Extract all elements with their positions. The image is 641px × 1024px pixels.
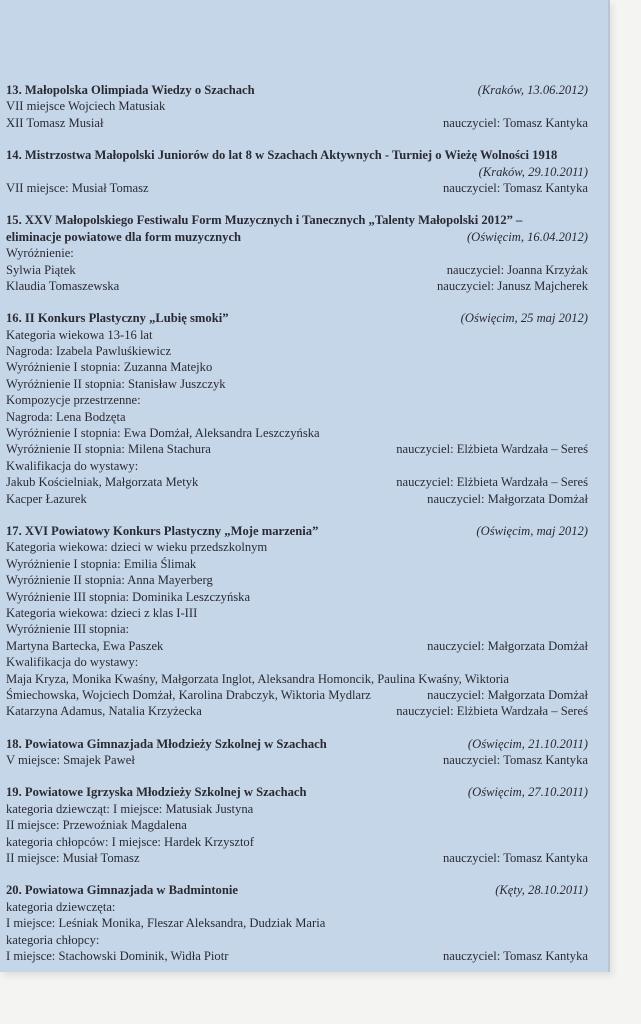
entry-place-date: (Kęty, 28.10.2011) [495,883,588,898]
award-result: Wyróżnienie III stopnia: [6,622,130,637]
entry-place-date: (Oświęcim, 21.10.2011) [467,736,588,751]
awards-list [6,82,588,980]
entry-detail-line [6,654,588,670]
award-result: kategoria dziewczęta: [6,899,116,914]
award-result: Kategoria wiekowa: dzieci w wieku przedszkolnym [6,540,268,555]
teacher-name: nauczyciel: Tomasz Kantyka [442,180,588,195]
entry-title: 16. II Konkurs Plastyczny „Lubię smoki” [6,311,229,326]
entry-title-line [6,310,588,326]
award-result: kategoria chłopców: I miejsce: Hardek Krzysztof [6,834,254,849]
award-result: Maja Kryza, Monika Kwaśny, Małgorzata Inglot, Aleksandra Homoncik, Paulina Kwaśny, Wiktoria [6,671,510,686]
entry-title-line [6,212,588,228]
award-result: Jakub Kościelniak, Małgorzata Metyk [6,475,199,490]
award-result: Nagroda: Lena Bodzęta [6,409,126,424]
teacher-name: nauczyciel: Janusz Majcherek [436,278,588,293]
award-result: Wyróżnienie II stopnia: Milena Stachura [6,442,211,457]
award-entry [6,310,588,507]
entry-title: 15. XXV Małopolskiego Festiwalu Form Muzycznych i Tanecznych „Talenty Małopolski 2012” – [6,213,523,228]
entry-detail-line [6,801,588,817]
award-result: I miejsce: Leśniak Monika, Fleszar Aleksandra, Dudziak Maria [6,916,326,931]
entry-detail-line [6,948,588,964]
teacher-name: nauczyciel: Joanna Krzyżak [446,262,588,277]
entry-detail-line [6,392,588,408]
award-result: II miejsce: Przewoźniak Magdalena [6,818,187,833]
entry-detail-line [6,687,588,703]
entry-place-date: (Oświęcim, 27.10.2011) [467,785,588,800]
entry-title: 19. Powiatowe Igrzyska Młodzieży Szkolnej w Szachach [6,785,307,800]
award-result: Kacper Łazurek [6,491,87,506]
teacher-name: nauczyciel: Tomasz Kantyka [442,851,588,866]
entry-detail-line [6,589,588,605]
entry-title-line [6,82,588,98]
entry-detail-line [6,638,588,654]
award-result: kategoria chłopcy: [6,932,100,947]
award-result: V miejsce: Smajek Paweł [6,753,135,768]
entry-place-date: (Oświęcim, 16.04.2012) [466,229,588,244]
entry-detail-line [6,817,588,833]
award-entry [6,82,588,131]
entry-detail-line [6,572,588,588]
award-entry [6,147,588,196]
entry-title-line [6,523,588,539]
award-result: Kompozycje przestrzenne: [6,393,141,408]
entry-title-line [6,784,588,800]
entry-detail-line [6,932,588,948]
award-result: Nagroda: Izabela Pawluśkiewicz [6,344,172,359]
award-result: Wyróżnienie: [6,246,74,261]
entry-title: 18. Powiatowa Gimnazjada Młodzieży Szkolnej w Szachach [6,736,327,751]
entry-detail-line [6,915,588,931]
entry-title-line [6,882,588,898]
award-result: Wyróżnienie II stopnia: Stanisław Juszczyk [6,376,226,391]
teacher-name: nauczyciel: Elżbieta Wardzała – Sereś [396,475,588,490]
entry-title: 13. Małopolska Olimpiada Wiedzy o Szachach [6,83,255,97]
award-result: Kategoria wiekowa 13-16 lat [6,327,153,342]
entry-detail-line [6,343,588,359]
entry-detail-line [6,180,588,196]
entry-title-line [6,147,588,163]
entry-title-line [6,229,588,245]
entry-detail-line [6,834,588,850]
award-result: II miejsce: Musiał Tomasz [6,851,140,866]
award-result: Klaudia Tomaszewska [6,278,120,293]
award-result: Wyróżnienie I stopnia: Emilia Ślimak [6,556,197,571]
entry-place-date: (Kraków, 29.10.2011) [478,164,588,179]
entry-detail-line [6,850,588,866]
entry-place-date: (Oświęcim, 25 maj 2012) [460,311,588,326]
entry-detail-line [6,441,588,457]
award-result: Kwalifikacja do wystawy: [6,458,139,473]
entry-detail-line [6,899,588,915]
entry-title: 20. Powiatowa Gimnazjada w Badmintonie [6,883,238,898]
entry-detail-line [6,703,588,719]
teacher-name: nauczyciel: Małgorzata Domżał [427,687,588,702]
entry-detail-line [6,327,588,343]
teacher-name: nauczyciel: Tomasz Kantyka [442,948,588,963]
entry-detail-line [6,359,588,375]
award-result: Kwalifikacja do wystawy: [6,655,139,670]
award-result: Wyróżnienie II stopnia: Anna Mayerberg [6,573,213,588]
entry-detail-line [6,605,588,621]
teacher-name: nauczyciel: Tomasz Kantyka [442,115,588,130]
entry-title-continuation: eliminacje powiatowe dla form muzycznych [6,229,242,244]
award-entry [6,784,588,866]
award-entry [6,212,588,294]
award-result: Katarzyna Adamus, Natalia Krzyżecka [6,704,202,719]
entry-detail-line [6,474,588,490]
award-result: Sylwia Piątek [6,262,76,277]
entry-title: 17. XVI Powiatowy Konkurs Plastyczny „Moje marzenia” [6,523,319,538]
award-entry [6,882,588,964]
entry-detail-line [6,491,588,507]
award-result: Śmiechowska, Wojciech Domżał, Karolina Drabczyk, Wiktoria Mydlarz [6,687,371,702]
entry-title: 14. Mistrzostwa Małopolski Juniorów do lat 8 w Szachach Aktywnych - Turniej o Wieżę Wolności 1918 [6,148,558,163]
teacher-name: nauczyciel: Tomasz Kantyka [442,753,588,768]
entry-detail-line [6,278,588,294]
award-result: Kategoria wiekowa: dzieci z klas I-III [6,605,198,620]
entry-detail-line [6,425,588,441]
entry-detail-line [6,409,588,425]
award-result: I miejsce: Stachowski Dominik, Widła Piotr [6,948,229,963]
entry-detail-line [6,752,588,768]
award-result: VII miejsce Wojciech Matusiak [6,99,166,114]
teacher-name: nauczyciel: Małgorzata Domżał [427,638,588,653]
entry-detail-line [6,671,588,687]
entry-place-date: (Oświęcim, maj 2012) [476,523,588,538]
award-entry [6,523,588,720]
award-result: XII Tomasz Musiał [6,115,104,130]
teacher-name: nauczyciel: Elżbieta Wardzała – Sereś [396,442,588,457]
award-result: Wyróżnienie I stopnia: Zuzanna Matejko [6,360,213,375]
entry-title-line [6,736,588,752]
entry-detail-line [6,115,588,131]
entry-place-date: (Kraków, 13.06.2012) [477,83,588,97]
award-result: Martyna Bartecka, Ewa Paszek [6,638,164,653]
entry-detail-line [6,98,588,114]
teacher-name: nauczyciel: Elżbieta Wardzała – Sereś [396,704,588,719]
entry-detail-line [6,621,588,637]
teacher-name: nauczyciel: Małgorzata Domżał [427,491,588,506]
award-result: kategoria dziewcząt: I miejsce: Matusiak Justyna [6,801,254,816]
entry-place-line [6,164,588,180]
entry-detail-line [6,262,588,278]
entry-detail-line [6,376,588,392]
award-result: Wyróżnienie I stopnia: Ewa Domżał, Aleksandra Leszczyńska [6,426,320,441]
entry-detail-line [6,539,588,555]
award-result: VII miejsce: Musiał Tomasz [6,180,149,195]
award-result: Wyróżnienie III stopnia: Dominika Leszczyńska [6,589,251,604]
award-entry [6,736,588,769]
entry-detail-line [6,458,588,474]
entry-detail-line [6,556,588,572]
entry-detail-line [6,245,588,261]
